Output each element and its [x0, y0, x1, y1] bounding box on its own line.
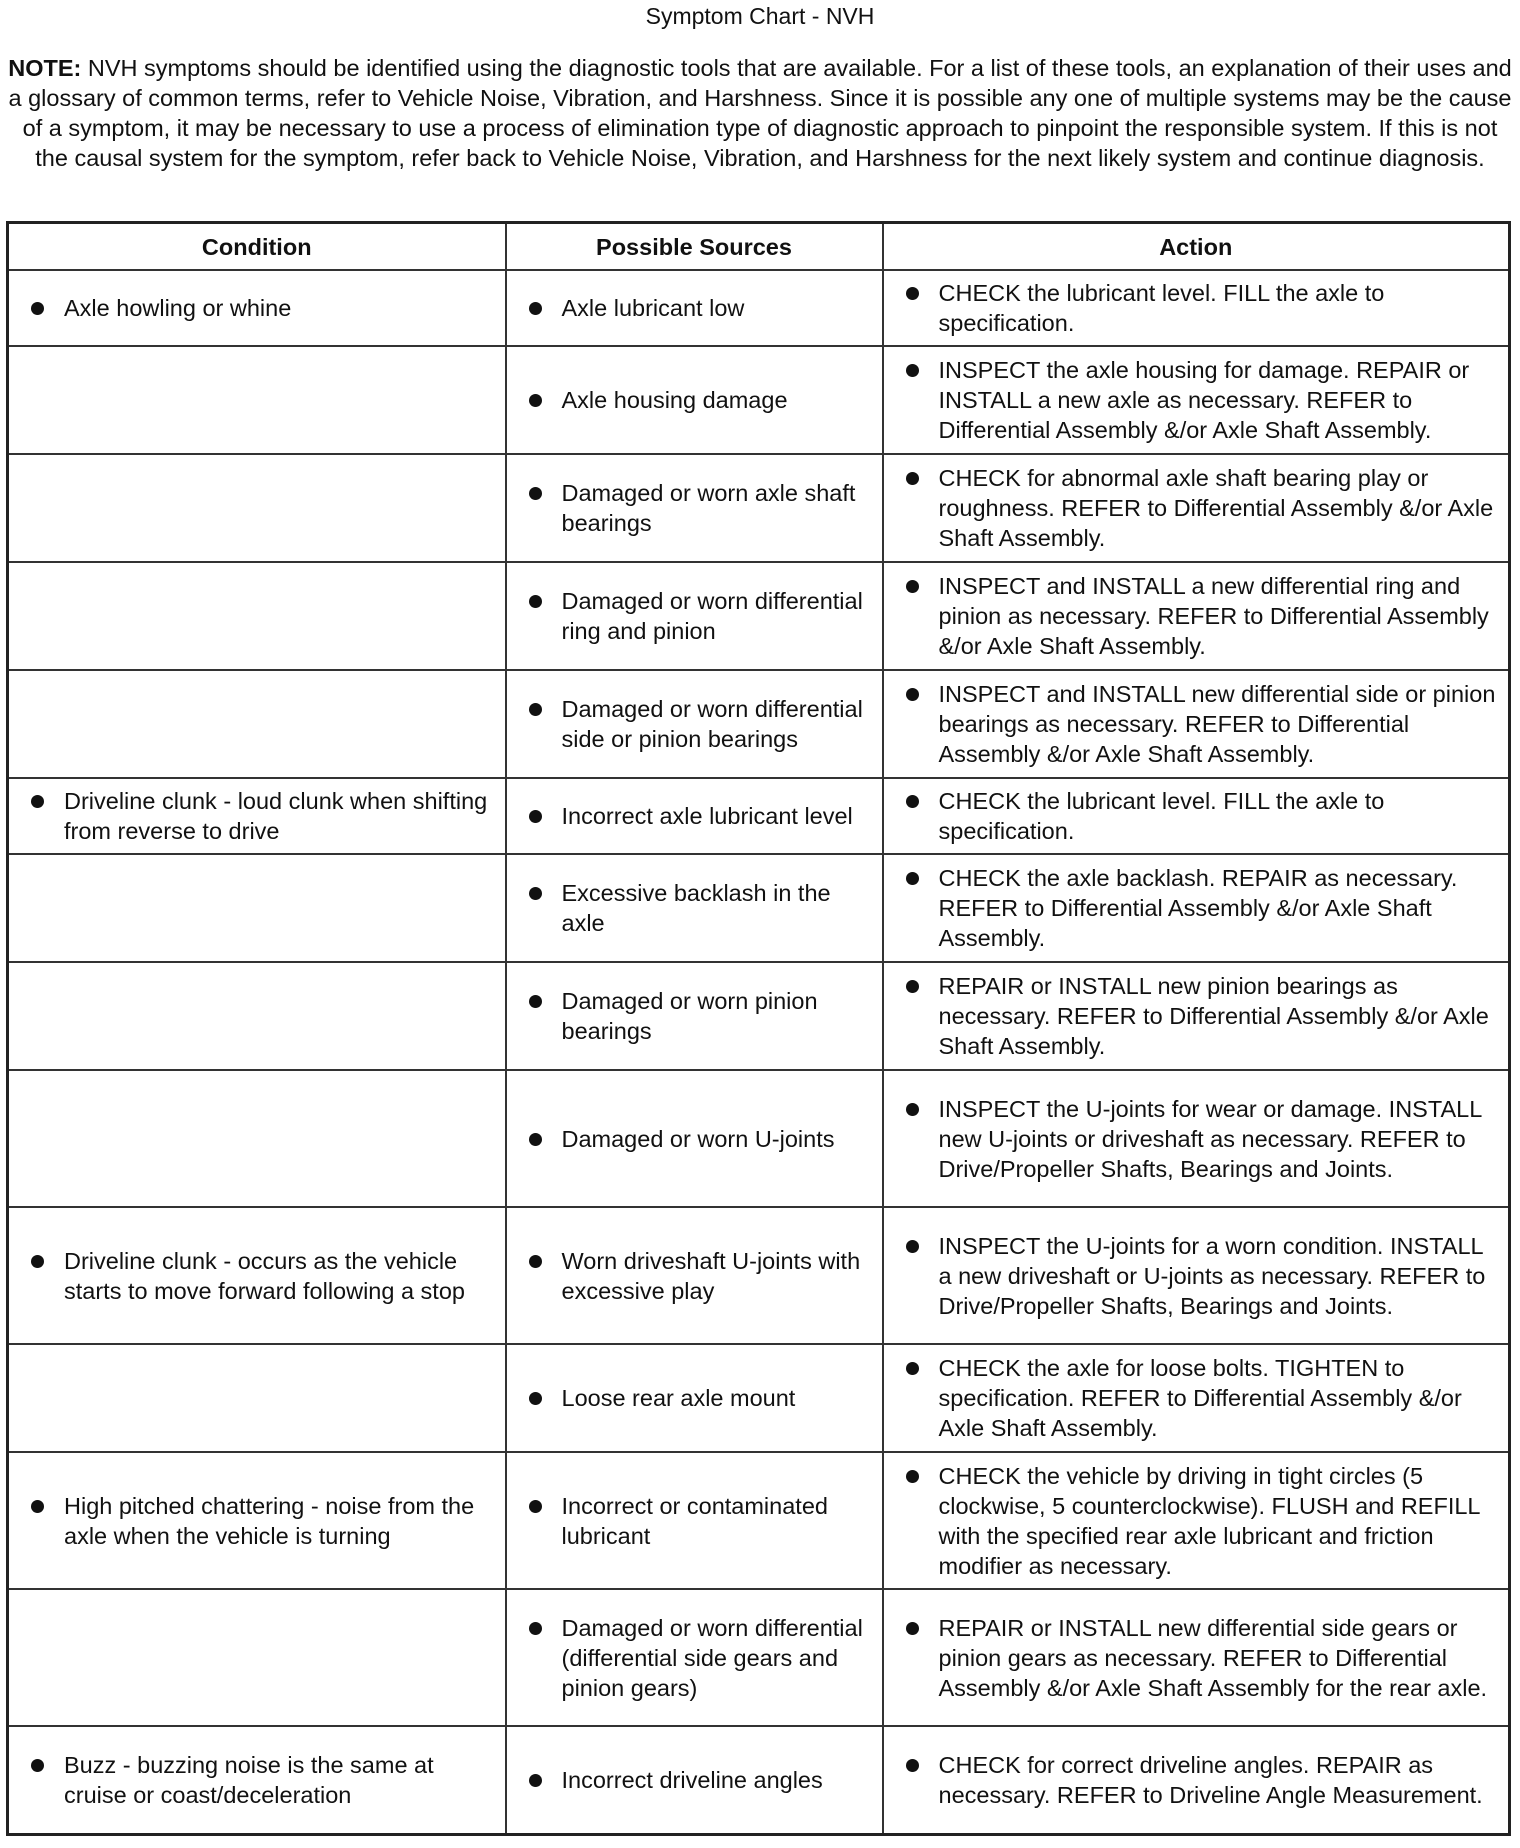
action-cell: [883, 1207, 1510, 1344]
action-text: REPAIR or INSTALL new differential side gears or pinion gears as necessary. REFER to Differential Assembly &/or Axle Shaft Assembly for the rear axle.: [938, 1614, 1488, 1701]
action-text: CHECK the lubricant level. FILL the axle to specification.: [938, 280, 1385, 336]
table-row: [8, 854, 1510, 962]
action-cell: [883, 1344, 1510, 1452]
condition-cell: [8, 1207, 506, 1344]
bullet-icon: [906, 364, 919, 377]
table-row: [8, 778, 1510, 854]
action-cell: [883, 1070, 1510, 1207]
possible-source-cell: [506, 1726, 883, 1834]
condition-cell: [8, 1589, 506, 1726]
action-cell: [883, 270, 1510, 346]
bullet-icon: [529, 810, 542, 823]
action-cell: [883, 778, 1510, 854]
table-row: [8, 1452, 1510, 1589]
bullet-icon: [529, 1392, 542, 1405]
possible-source-cell: [506, 1070, 883, 1207]
action-text: INSPECT and INSTALL new differential side or pinion bearings as necessary. REFER to Differential Assembly &/or Axle Shaft Assembly.: [938, 681, 1496, 767]
header-action: Action: [883, 223, 1510, 271]
bullet-icon: [31, 1759, 44, 1772]
action-cell: [883, 1452, 1510, 1589]
action-text: INSPECT the U-joints for wear or damage. INSTALL new U-joints or driveshaft as necessary. REFER to Drive/Propeller Shafts, Bearings and Joints.: [938, 1095, 1482, 1182]
action-text: CHECK the axle for loose bolts. TIGHTEN to specification. REFER to Differential Assembly &/or Axle Shaft Assembly.: [938, 1355, 1462, 1441]
action-cell: [883, 670, 1510, 778]
bullet-icon: [31, 302, 44, 315]
bullet-icon: [906, 1240, 919, 1253]
condition-cell: [8, 270, 506, 346]
header-condition: Condition: [8, 223, 506, 271]
bullet-icon: [31, 1500, 44, 1513]
bullet-icon: [906, 795, 919, 808]
bullet-icon: [529, 595, 542, 608]
action-text: CHECK the lubricant level. FILL the axle to specification.: [938, 788, 1385, 844]
condition-text: Driveline clunk - occurs as the vehicle starts to move forward following a stop: [64, 1247, 465, 1304]
action-cell: [883, 346, 1510, 454]
symptom-chart-table: [6, 221, 1511, 1836]
possible-source-cell: [506, 1207, 883, 1344]
possible-source-cell: [506, 346, 883, 454]
condition-cell: [8, 1452, 506, 1589]
possible-source-text: Loose rear axle mount: [561, 1385, 796, 1411]
action-cell: [883, 854, 1510, 962]
possible-source-cell: [506, 778, 883, 854]
table-row: [8, 1344, 1510, 1452]
condition-cell: [8, 454, 506, 562]
bullet-icon: [906, 1362, 919, 1375]
action-text: CHECK the vehicle by driving in tight circles (5 clockwise, 5 counterclockwise). FLUSH and REFILL with the specified rear axle lubricant and friction modifier as necessary.: [938, 1462, 1480, 1579]
bullet-icon: [529, 394, 542, 407]
possible-source-text: Incorrect axle lubricant level: [561, 803, 853, 829]
header-possible-sources: Possible Sources: [506, 223, 883, 271]
note-label: NOTE:: [8, 55, 82, 81]
possible-source-text: Worn driveshaft U-joints with excessive play: [561, 1247, 861, 1304]
possible-source-cell: [506, 454, 883, 562]
bullet-icon: [906, 688, 919, 701]
possible-source-cell: [506, 670, 883, 778]
table-row: [8, 1589, 1510, 1726]
note-text: NVH symptoms should be identified using the diagnostic tools that are available. For a list of these tools, an explanation of their uses and a glossary of common terms, refer to Vehicle Noise, Vibration, and Harshness. Since it is possible any one of multiple systems may be the cause of a symptom, it may be necessary to use a process of elimination type of diagnostic approach to pinpoint the responsible system. If this is not the causal system for the symptom, refer back to Vehicle Noise, Vibration, and Harshness for the next likely system and continue diagnosis.: [8, 55, 1512, 171]
possible-source-cell: [506, 1344, 883, 1452]
possible-source-text: Incorrect driveline angles: [561, 1766, 823, 1793]
possible-source-text: Damaged or worn differential (differential side gears and pinion gears): [561, 1614, 863, 1701]
condition-cell: [8, 1070, 506, 1207]
table-row: [8, 962, 1510, 1070]
action-text: INSPECT and INSTALL a new differential ring and pinion as necessary. REFER to Differential Assembly &/or Axle Shaft Assembly.: [938, 573, 1489, 659]
possible-source-cell: [506, 562, 883, 670]
bullet-icon: [906, 287, 919, 300]
bullet-icon: [529, 995, 542, 1008]
possible-source-cell: [506, 1452, 883, 1589]
possible-source-text: Incorrect or contaminated lubricant: [561, 1492, 828, 1549]
condition-cell: [8, 346, 506, 454]
possible-source-text: Damaged or worn axle shaft bearings: [561, 480, 856, 536]
possible-source-cell: [506, 854, 883, 962]
bullet-icon: [906, 1103, 919, 1116]
condition-cell: [8, 1344, 506, 1452]
action-text: CHECK for correct driveline angles. REPAIR as necessary. REFER to Driveline Angle Measurement.: [938, 1751, 1483, 1808]
action-text: INSPECT the U-joints for a worn condition. INSTALL a new driveshaft or U-joints as necessary. REFER to Drive/Propeller Shafts, Bearings and Joints.: [938, 1232, 1486, 1319]
condition-text: Axle howling or whine: [64, 295, 292, 321]
page-title: Symptom Chart - NVH: [645, 3, 875, 29]
bullet-icon: [906, 980, 919, 993]
action-cell: [883, 1726, 1510, 1834]
bullet-icon: [529, 1133, 542, 1146]
possible-source-text: Damaged or worn U-joints: [561, 1125, 835, 1152]
bullet-icon: [529, 1255, 542, 1268]
bullet-icon: [906, 872, 919, 885]
bullet-icon: [529, 487, 542, 500]
bullet-icon: [529, 703, 542, 716]
action-cell: [883, 454, 1510, 562]
action-text: INSPECT the axle housing for damage. REPAIR or INSTALL a new axle as necessary. REFER to Differential Assembly &/or Axle Shaft Assembly.: [938, 357, 1470, 443]
possible-source-cell: [506, 962, 883, 1070]
bullet-icon: [529, 887, 542, 900]
action-cell: [883, 1589, 1510, 1726]
table-row: [8, 1207, 1510, 1344]
bullet-icon: [906, 1622, 919, 1635]
condition-cell: [8, 1726, 506, 1834]
possible-source-text: Damaged or worn differential side or pinion bearings: [561, 696, 863, 752]
possible-source-text: Excessive backlash in the axle: [561, 880, 831, 936]
bullet-icon: [31, 1255, 44, 1268]
possible-source-text: Axle lubricant low: [561, 295, 745, 321]
condition-cell: [8, 562, 506, 670]
condition-cell: [8, 962, 506, 1070]
condition-cell: [8, 854, 506, 962]
bullet-icon: [906, 472, 919, 485]
possible-source-text: Damaged or worn differential ring and pinion: [561, 588, 863, 644]
table-row: [8, 1726, 1510, 1834]
table-row: [8, 454, 1510, 562]
action-cell: [883, 562, 1510, 670]
possible-source-cell: [506, 1589, 883, 1726]
table-row: [8, 670, 1510, 778]
bullet-icon: [31, 795, 44, 808]
table-row: [8, 346, 1510, 454]
table-row: [8, 562, 1510, 670]
action-text: CHECK the axle backlash. REPAIR as necessary. REFER to Differential Assembly &/or Axle Shaft Assembly.: [938, 865, 1458, 951]
action-cell: [883, 962, 1510, 1070]
bullet-icon: [529, 1622, 542, 1635]
bullet-icon: [906, 1470, 919, 1483]
bullet-icon: [529, 1500, 542, 1513]
note-paragraph: [8, 53, 1512, 173]
condition-text: High pitched chattering - noise from the axle when the vehicle is turning: [64, 1492, 475, 1549]
condition-text: Buzz - buzzing noise is the same at cruise or coast/deceleration: [64, 1751, 434, 1808]
bullet-icon: [906, 580, 919, 593]
table-header-row: [8, 223, 1510, 271]
condition-text: Driveline clunk - loud clunk when shifting from reverse to drive: [64, 788, 488, 844]
condition-cell: [8, 778, 506, 854]
possible-source-text: Axle housing damage: [561, 387, 788, 413]
bullet-icon: [529, 1774, 542, 1787]
action-text: REPAIR or INSTALL new pinion bearings as necessary. REFER to Differential Assembly &/or Axle Shaft Assembly.: [938, 973, 1489, 1059]
table-body: [8, 270, 1510, 1834]
table-row: [8, 270, 1510, 346]
bullet-icon: [529, 302, 542, 315]
bullet-icon: [906, 1759, 919, 1772]
possible-source-text: Damaged or worn pinion bearings: [561, 988, 818, 1044]
possible-source-cell: [506, 270, 883, 346]
condition-cell: [8, 670, 506, 778]
action-text: CHECK for abnormal axle shaft bearing play or roughness. REFER to Differential Assembly &/or Axle Shaft Assembly.: [938, 465, 1494, 551]
table-row: [8, 1070, 1510, 1207]
